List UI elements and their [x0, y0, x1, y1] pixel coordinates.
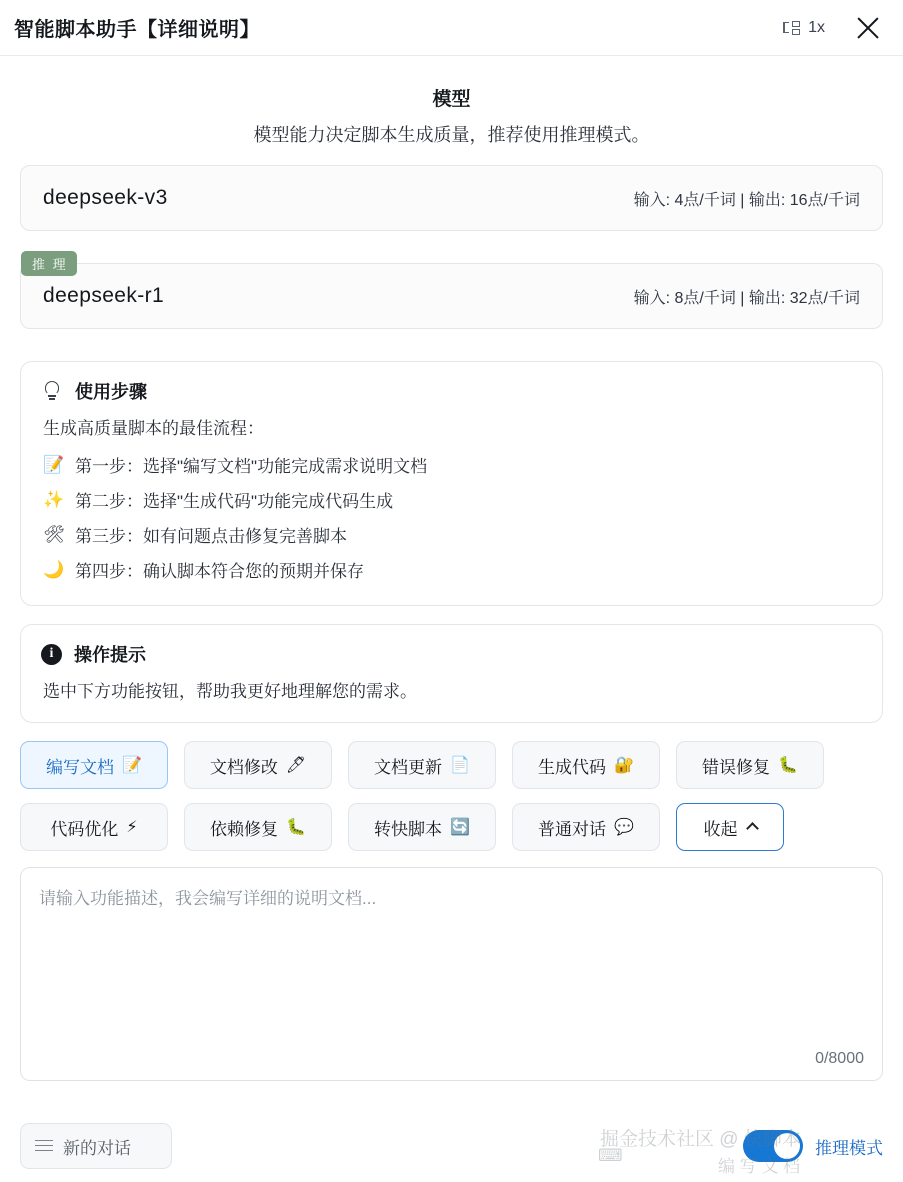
- speech-bubble-icon: 💬: [614, 819, 634, 836]
- function-button-edit-doc[interactable]: [184, 741, 332, 789]
- usage-steps-header: [41, 378, 862, 404]
- step-3-icon: 🛠: [43, 524, 65, 544]
- step-2-text: 第二步：选择"生成代码"功能完成代码生成: [75, 492, 394, 511]
- message-input[interactable]: [20, 867, 883, 1081]
- model-option-v3[interactable]: [20, 165, 883, 231]
- bug-icon: 🐛: [286, 819, 306, 836]
- collapse-label: 收起: [703, 819, 738, 839]
- step-2-icon: ✨: [43, 489, 65, 509]
- function-button-fix-dependency[interactable]: [184, 803, 332, 851]
- model-name: deepseek-v3: [43, 186, 168, 209]
- pen-icon: 🖊: [285, 757, 307, 774]
- model-section-header: [20, 56, 883, 165]
- model-subheading: 模型能力决定脚本生成质量，推荐使用推理模式。: [253, 125, 650, 145]
- status-badge: 推 理: [21, 251, 77, 276]
- refresh-icon: 🔄: [450, 819, 470, 836]
- function-button-grid: [20, 741, 883, 851]
- list-item: [41, 447, 862, 482]
- new-chat-button[interactable]: [20, 1123, 172, 1169]
- main-content: [0, 56, 903, 1110]
- watermark-write-doc: 编 写 文 档: [718, 1157, 801, 1176]
- chevron-up-icon: [746, 822, 759, 835]
- usage-steps-lead: 生成高质量脚本的最佳流程：: [43, 419, 264, 438]
- function-button-optimize-code[interactable]: [20, 803, 168, 851]
- list-icon: [35, 1140, 53, 1153]
- function-label: 编写文档: [46, 757, 115, 777]
- step-1-text: 第一步：选择"编写文档"功能完成需求说明文档: [75, 457, 428, 476]
- page-icon: 📄: [450, 757, 470, 774]
- list-item: [41, 517, 862, 552]
- close-icon[interactable]: [851, 11, 885, 45]
- fit-screen-icon[interactable]: [783, 20, 801, 36]
- list-item: [41, 552, 862, 587]
- character-counter: 0/8000: [815, 1050, 864, 1067]
- function-button-normal-chat[interactable]: [512, 803, 660, 851]
- function-label: 文档更新: [374, 757, 443, 777]
- function-label: 代码优化: [50, 819, 119, 839]
- zoom-level-label: 1x: [808, 18, 825, 36]
- usage-steps-title: 使用步骤: [75, 382, 147, 402]
- operation-tips-panel: [20, 624, 883, 723]
- step-1-icon: 📝: [43, 454, 65, 474]
- function-label: 文档修改: [209, 757, 278, 777]
- function-label: 生成代码: [538, 757, 607, 777]
- function-button-generate-code[interactable]: [512, 741, 660, 789]
- model-option-r1[interactable]: [20, 257, 883, 329]
- model-pricing: 输入: 8点/千词 | 输出: 32点/千词: [633, 289, 860, 307]
- list-item: [41, 482, 862, 517]
- lock-icon: 🔐: [614, 757, 634, 774]
- model-heading: 模型: [432, 89, 471, 110]
- watermark-keyboard-icon: ⌨: [598, 1146, 623, 1165]
- function-label: 转快脚本: [374, 819, 443, 839]
- reasoning-mode-label: 推理模式: [815, 1138, 883, 1158]
- footer-bar: [0, 1110, 903, 1182]
- function-button-fix-error[interactable]: [676, 741, 824, 789]
- watermark-community: 掘金技术社区 @ 快脚本: [600, 1129, 801, 1150]
- collapse-button[interactable]: [676, 803, 784, 851]
- reasoning-mode-group: [743, 1130, 883, 1162]
- usage-steps-panel: [20, 361, 883, 606]
- operation-tips-note: 选中下方功能按钮，帮助我更好地理解您的需求。: [43, 682, 417, 701]
- function-label: 普通对话: [538, 819, 607, 839]
- function-button-convert-script[interactable]: [348, 803, 496, 851]
- function-button-write-doc[interactable]: [20, 741, 168, 789]
- zoom-control[interactable]: [783, 19, 825, 37]
- function-label: 错误修复: [702, 757, 771, 777]
- page-title: 智能脚本助手【详细说明】: [14, 19, 260, 41]
- bug-icon: 🐛: [778, 757, 798, 774]
- title-bar: [0, 0, 903, 56]
- message-input-placeholder: 请输入功能描述，我会编写详细的说明文档...: [39, 889, 377, 908]
- operation-tips-header: [41, 641, 862, 667]
- model-name: deepseek-r1: [43, 284, 165, 307]
- step-4-text: 第四步：确认脚本符合您的预期并保存: [75, 562, 364, 581]
- operation-tips-title: 操作提示: [74, 645, 146, 665]
- step-4-icon: 🌙: [43, 559, 65, 579]
- memo-icon: 📝: [122, 757, 142, 774]
- function-label: 依赖修复: [210, 819, 279, 839]
- step-3-text: 第三步：如有问题点击修复完善脚本: [75, 527, 347, 546]
- function-button-update-doc[interactable]: [348, 741, 496, 789]
- lightbulb-icon: [41, 380, 63, 402]
- model-pricing: 输入: 4点/千词 | 输出: 16点/千词: [633, 191, 860, 209]
- new-chat-label: 新的对话: [63, 1138, 131, 1158]
- reasoning-mode-toggle[interactable]: [743, 1130, 803, 1162]
- info-icon: i: [41, 644, 62, 665]
- bolt-icon: ⚡: [126, 819, 138, 836]
- toggle-knob: [774, 1133, 800, 1159]
